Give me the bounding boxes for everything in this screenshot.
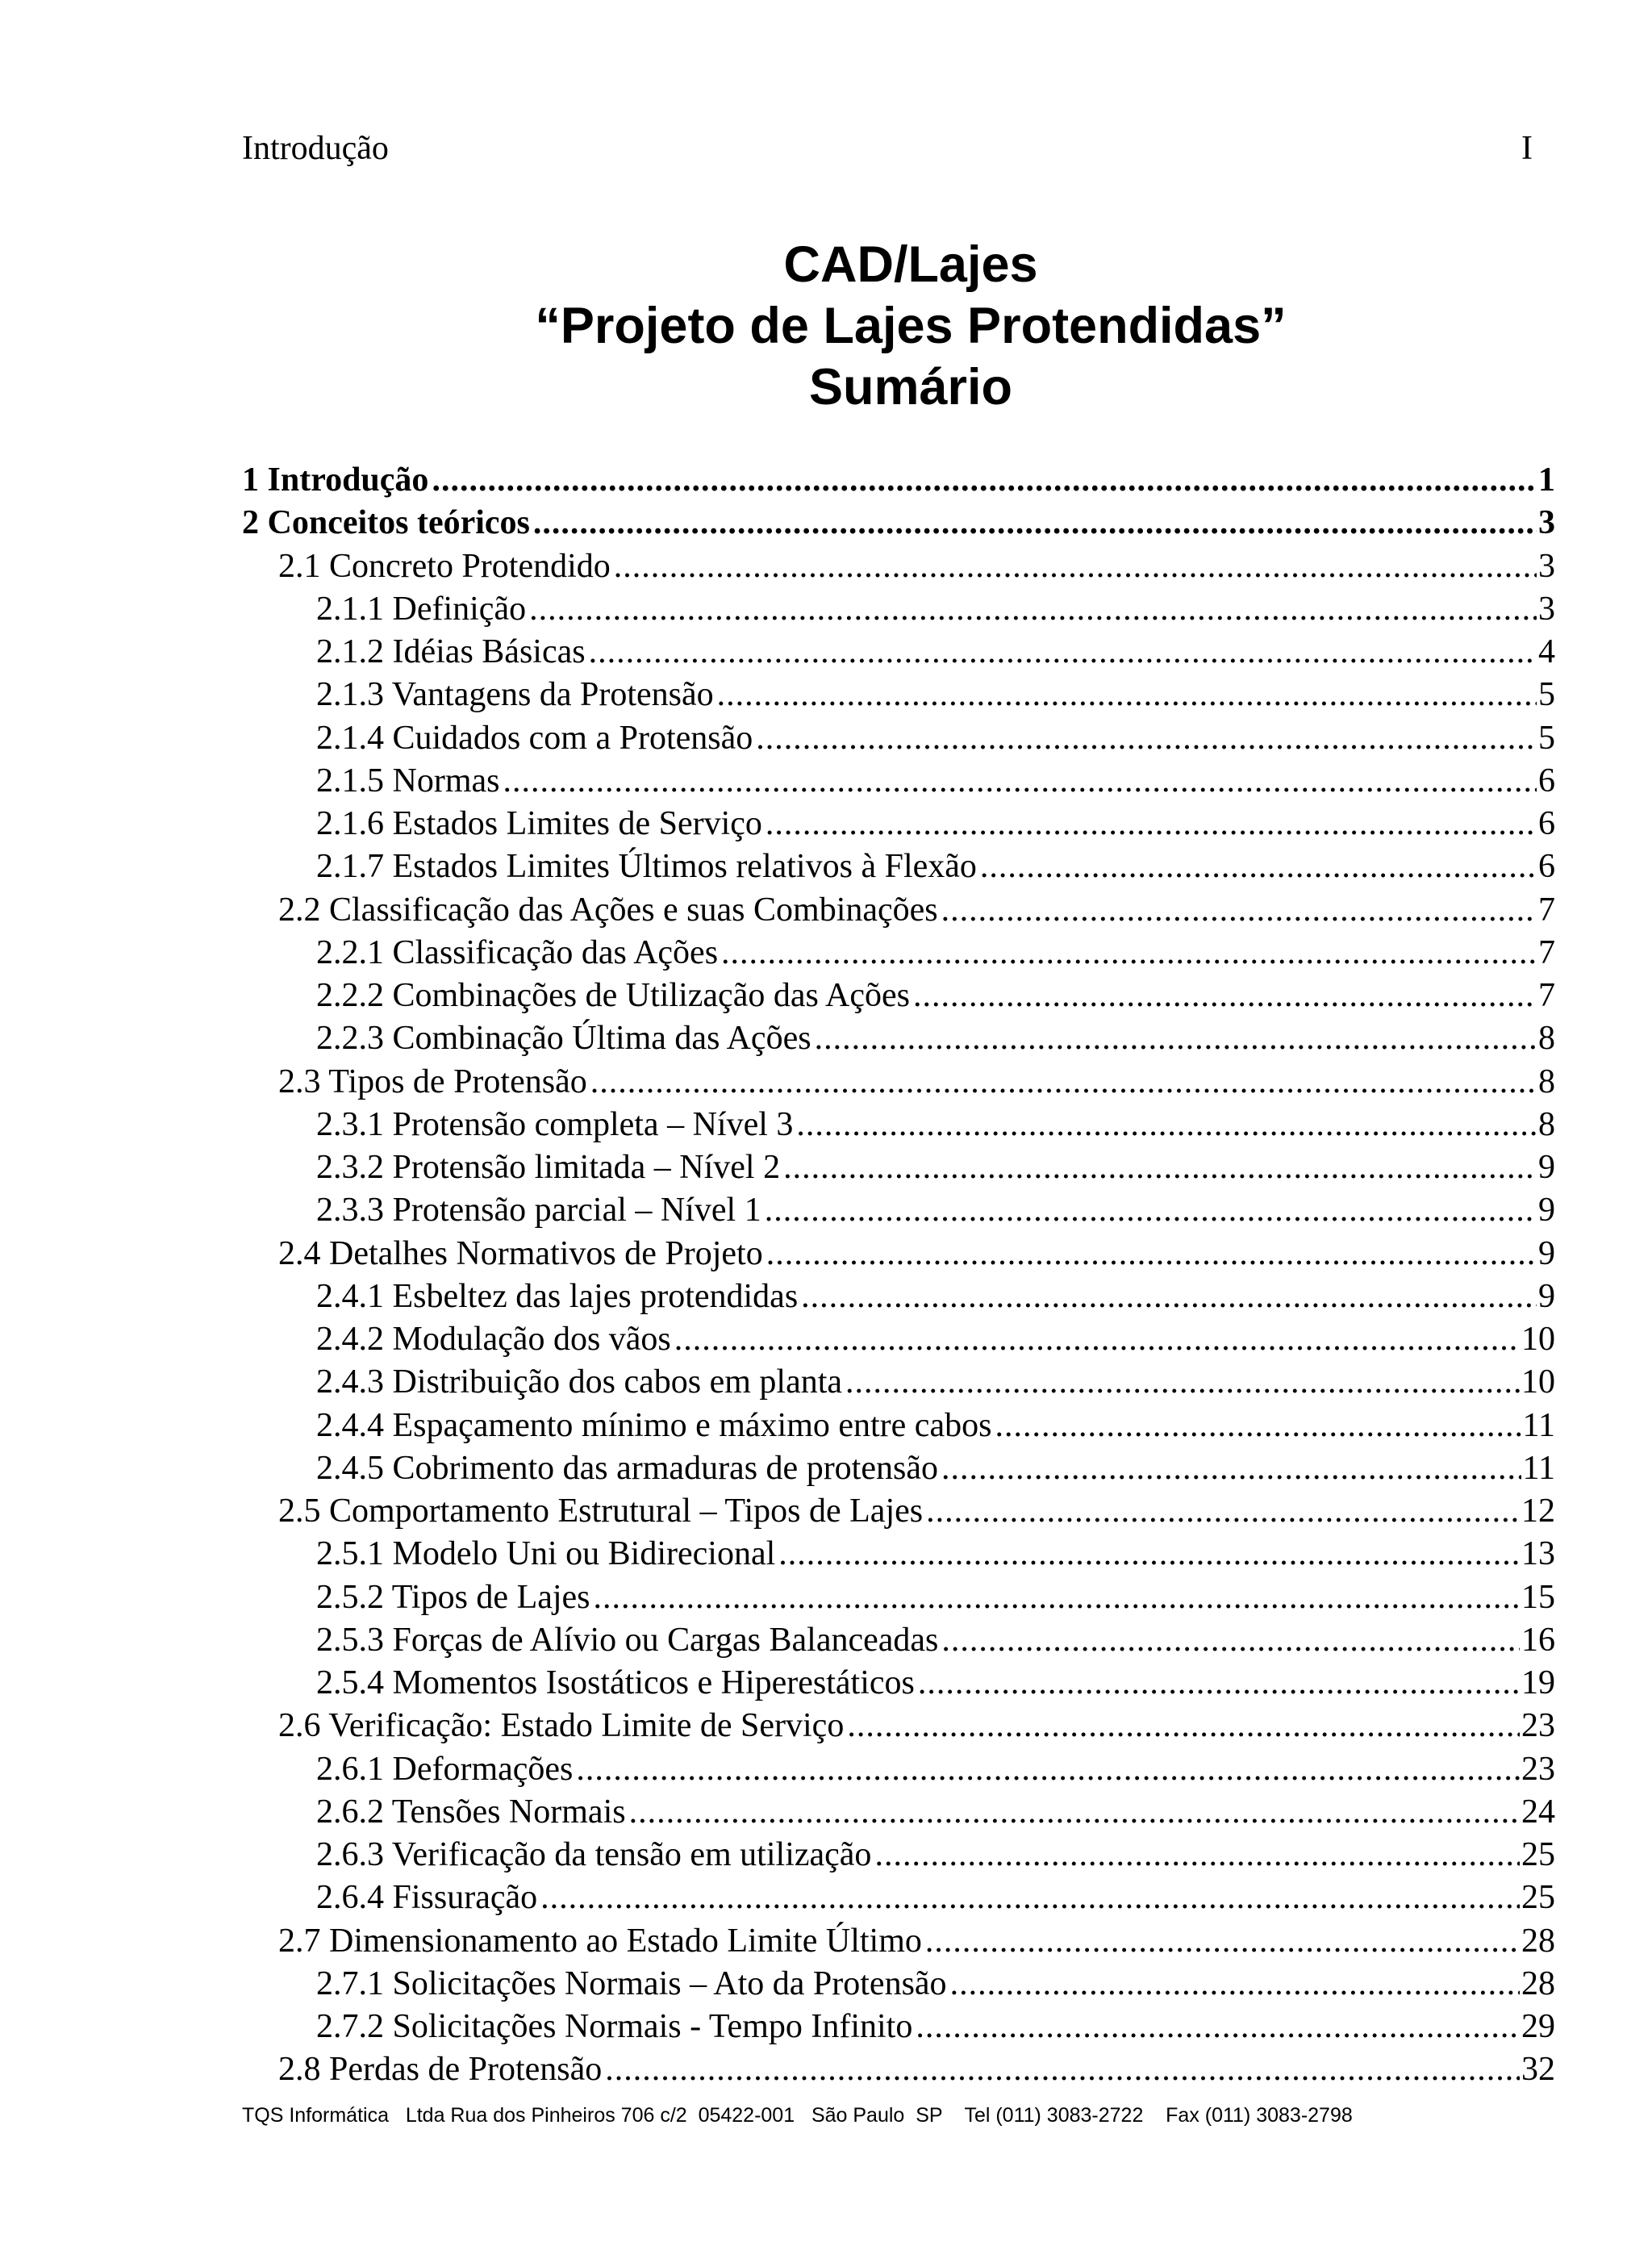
toc-entry-page: 3 bbox=[1538, 590, 1555, 628]
toc-entry-page: 4 bbox=[1538, 633, 1555, 670]
page-footer: TQS Informática Ltda Rua dos Pinheiros 706 c/2 05422-001 São Paulo SP Tel (011) 3083-2722 Fax (011) 3083-2798 bbox=[242, 2104, 1353, 2127]
toc-entry[interactable] bbox=[242, 1706, 1555, 1749]
toc-entry-label: 2.1.4 Cuidados com a Protensão bbox=[316, 719, 753, 757]
toc-dot-leader bbox=[778, 1534, 1520, 1573]
toc-entry-label: 2.4.3 Distribuição dos cabos em planta bbox=[316, 1363, 843, 1401]
header-section-title: Introdução bbox=[242, 130, 389, 167]
toc-entry[interactable] bbox=[242, 461, 1555, 503]
toc-entry[interactable] bbox=[242, 719, 1555, 762]
toc-entry-label: 2.5.4 Momentos Isostáticos e Hiperestáticos bbox=[316, 1664, 915, 1701]
toc-entry-page: 8 bbox=[1538, 1063, 1555, 1100]
toc-entry[interactable] bbox=[242, 590, 1555, 633]
toc-entry[interactable] bbox=[242, 976, 1555, 1019]
header-page-number: I bbox=[1521, 130, 1533, 167]
toc-entry-label: 2.6.1 Deformações bbox=[316, 1750, 574, 1788]
title-line-2: “Projeto de Lajes Protendidas” bbox=[535, 298, 1287, 354]
toc-entry-label: 2.2.3 Combinação Última das Ações bbox=[316, 1020, 811, 1058]
toc-entry[interactable] bbox=[242, 847, 1555, 890]
toc-dot-leader bbox=[941, 1621, 1520, 1660]
title-line-1: CAD/Lajes bbox=[783, 236, 1038, 293]
toc-entry-page: 12 bbox=[1521, 1493, 1555, 1530]
toc-entry-page: 7 bbox=[1538, 933, 1555, 971]
toc-entry[interactable] bbox=[242, 1578, 1555, 1621]
toc-entry-label: 2.6.4 Fissuração bbox=[316, 1879, 538, 1917]
toc-dot-leader bbox=[717, 675, 1537, 714]
toc-entry-page: 6 bbox=[1538, 805, 1555, 842]
toc-entry[interactable] bbox=[242, 1534, 1555, 1577]
toc-entry[interactable] bbox=[242, 1234, 1555, 1277]
toc-dot-leader bbox=[950, 1964, 1520, 2003]
toc-entry-page: 9 bbox=[1538, 1234, 1555, 1272]
toc-dot-leader bbox=[533, 503, 1537, 542]
toc-dot-leader bbox=[590, 1063, 1537, 1101]
toc-entry-label: 2.3.2 Protensão limitada – Nível 2 bbox=[316, 1149, 781, 1186]
toc-entry-page: 24 bbox=[1521, 1793, 1555, 1831]
toc-entry[interactable] bbox=[242, 1835, 1555, 1878]
toc-dot-leader bbox=[765, 1191, 1537, 1230]
toc-entry-page: 10 bbox=[1521, 1321, 1555, 1358]
toc-entry[interactable] bbox=[242, 547, 1555, 590]
toc-dot-leader bbox=[783, 1148, 1537, 1187]
toc-entry[interactable] bbox=[242, 1793, 1555, 1835]
toc-entry[interactable] bbox=[242, 2050, 1555, 2093]
toc-entry-label: 2.1 Concreto Protendido bbox=[278, 547, 611, 585]
toc-entry-page: 3 bbox=[1538, 547, 1555, 585]
toc-entry-label: 1 Introdução bbox=[242, 461, 429, 499]
toc-entry[interactable] bbox=[242, 891, 1555, 933]
title-line-3: Sumário bbox=[808, 359, 1013, 415]
toc-entry-page: 6 bbox=[1538, 848, 1555, 886]
toc-entry-label: 2.5.2 Tipos de Lajes bbox=[316, 1578, 590, 1616]
toc-entry[interactable] bbox=[242, 762, 1555, 804]
toc-dot-leader bbox=[796, 1105, 1537, 1144]
toc-entry[interactable] bbox=[242, 1406, 1555, 1449]
toc-entry[interactable] bbox=[242, 804, 1555, 847]
table-of-contents bbox=[242, 461, 1555, 2094]
toc-dot-leader bbox=[918, 1664, 1520, 1702]
toc-entry-label: 2.2.1 Classificação das Ações bbox=[316, 933, 719, 971]
toc-entry[interactable] bbox=[242, 1664, 1555, 1706]
toc-entry[interactable] bbox=[242, 1320, 1555, 1363]
toc-dot-leader bbox=[432, 461, 1537, 499]
toc-entry-page: 9 bbox=[1538, 1149, 1555, 1186]
toc-entry-label: 2 Conceitos teóricos bbox=[242, 504, 530, 542]
toc-entry[interactable] bbox=[242, 1922, 1555, 1964]
toc-dot-leader bbox=[845, 1363, 1520, 1401]
toc-entry-page: 11 bbox=[1522, 1449, 1555, 1487]
toc-dot-leader bbox=[926, 1492, 1520, 1530]
toc-entry[interactable] bbox=[242, 1449, 1555, 1492]
toc-entry-label: 2.4.1 Esbeltez das lajes protendidas bbox=[316, 1277, 799, 1315]
toc-dot-leader bbox=[815, 1019, 1537, 1058]
toc-entry-label: 2.8 Perdas de Protensão bbox=[278, 2051, 603, 2089]
toc-entry-label: 2.1.2 Idéias Básicas bbox=[316, 633, 586, 670]
running-header bbox=[242, 129, 1533, 168]
toc-entry-page: 7 bbox=[1538, 977, 1555, 1014]
toc-dot-leader bbox=[766, 1234, 1537, 1273]
toc-entry[interactable] bbox=[242, 1277, 1555, 1320]
toc-entry-page: 19 bbox=[1521, 1664, 1555, 1701]
toc-entry-label: 2.6.3 Verificação da tensão em utilização bbox=[316, 1836, 872, 1873]
toc-entry-page: 1 bbox=[1538, 461, 1555, 499]
toc-entry-label: 2.1.3 Vantagens da Protensão bbox=[316, 676, 714, 714]
toc-dot-leader bbox=[766, 804, 1537, 843]
toc-dot-leader bbox=[916, 2007, 1520, 2046]
toc-entry-page: 16 bbox=[1521, 1621, 1555, 1659]
toc-entry-label: 2.1.6 Estados Limites de Serviço bbox=[316, 805, 762, 842]
toc-entry-label: 2.4.5 Cobrimento das armaduras de protensão bbox=[316, 1449, 938, 1487]
toc-entry[interactable] bbox=[242, 675, 1555, 718]
toc-dot-leader bbox=[674, 1320, 1520, 1359]
toc-dot-leader bbox=[980, 847, 1537, 886]
toc-entry[interactable] bbox=[242, 1191, 1555, 1234]
toc-entry-label: 2.1.7 Estados Limites Últimos relativos à Flexão bbox=[316, 848, 977, 886]
toc-entry[interactable] bbox=[242, 1621, 1555, 1664]
toc-dot-leader bbox=[721, 933, 1537, 972]
toc-entry[interactable] bbox=[242, 1105, 1555, 1148]
toc-entry-page: 11 bbox=[1522, 1406, 1555, 1444]
toc-dot-leader bbox=[941, 1449, 1521, 1488]
toc-entry-page: 3 bbox=[1538, 504, 1555, 542]
toc-entry[interactable] bbox=[242, 1878, 1555, 1921]
toc-entry-label: 2.7 Dimensionamento ao Estado Limite Último bbox=[278, 1922, 922, 1960]
toc-entry[interactable] bbox=[242, 933, 1555, 976]
toc-dot-leader bbox=[605, 2050, 1520, 2089]
toc-dot-leader bbox=[756, 719, 1537, 758]
toc-entry-label: 2.6 Verificação: Estado Limite de Serviço bbox=[278, 1707, 845, 1745]
toc-entry-label: 2.6.2 Tensões Normais bbox=[316, 1793, 626, 1831]
toc-entry[interactable] bbox=[242, 1964, 1555, 2007]
toc-dot-leader bbox=[941, 891, 1537, 929]
toc-entry[interactable] bbox=[242, 503, 1555, 546]
toc-entry-page: 15 bbox=[1521, 1578, 1555, 1616]
toc-entry-page: 5 bbox=[1538, 719, 1555, 757]
toc-entry-label: 2.1.5 Normas bbox=[316, 762, 500, 800]
toc-entry-page: 10 bbox=[1521, 1363, 1555, 1401]
toc-entry[interactable] bbox=[242, 1019, 1555, 1062]
toc-entry-label: 2.3.1 Protensão completa – Nível 3 bbox=[316, 1105, 794, 1143]
toc-entry-page: 9 bbox=[1538, 1192, 1555, 1230]
toc-dot-leader bbox=[576, 1750, 1520, 1789]
toc-entry-label: 2.5.3 Forças de Alívio ou Cargas Balanceadas bbox=[316, 1621, 939, 1659]
toc-entry-page: 28 bbox=[1521, 1964, 1555, 2002]
toc-dot-leader bbox=[629, 1793, 1520, 1831]
toc-entry-label: 2.3.3 Protensão parcial – Nível 1 bbox=[316, 1192, 761, 1230]
toc-entry-page: 32 bbox=[1521, 2051, 1555, 2089]
toc-entry-label: 2.4 Detalhes Normativos de Projeto bbox=[278, 1234, 763, 1272]
toc-entry-page: 7 bbox=[1538, 891, 1555, 929]
toc-entry-label: 2.7.1 Solicitações Normais – Ato da Protensão bbox=[316, 1964, 947, 2002]
toc-entry[interactable] bbox=[242, 1363, 1555, 1405]
toc-dot-leader bbox=[594, 1578, 1520, 1617]
toc-entry-page: 23 bbox=[1521, 1707, 1555, 1745]
toc-entry-label: 2.2.2 Combinações de Utilização das Ações bbox=[316, 977, 910, 1014]
toc-entry-page: 6 bbox=[1538, 762, 1555, 800]
toc-entry-label: 2.2 Classificação das Ações e suas Combinações bbox=[278, 891, 938, 929]
toc-entry[interactable] bbox=[242, 633, 1555, 675]
toc-entry[interactable] bbox=[242, 1063, 1555, 1105]
toc-entry-page: 23 bbox=[1521, 1750, 1555, 1788]
toc-dot-leader bbox=[529, 590, 1537, 628]
toc-dot-leader bbox=[913, 976, 1537, 1015]
toc-dot-leader bbox=[614, 547, 1537, 586]
toc-entry-page: 28 bbox=[1521, 1922, 1555, 1960]
toc-dot-leader bbox=[801, 1277, 1537, 1316]
toc-entry[interactable] bbox=[242, 1750, 1555, 1793]
toc-entry-page: 8 bbox=[1538, 1020, 1555, 1058]
toc-entry-page: 29 bbox=[1521, 2008, 1555, 2045]
toc-dot-leader bbox=[540, 1878, 1520, 1917]
toc-entry-page: 9 bbox=[1538, 1277, 1555, 1315]
toc-entry-label: 2.3 Tipos de Protensão bbox=[278, 1063, 587, 1100]
toc-entry-page: 13 bbox=[1521, 1535, 1555, 1573]
toc-entry-page: 5 bbox=[1538, 676, 1555, 714]
toc-dot-leader bbox=[874, 1835, 1520, 1874]
toc-entry-page: 25 bbox=[1521, 1836, 1555, 1873]
toc-dot-leader bbox=[925, 1922, 1520, 1960]
toc-entry-label: 2.5 Comportamento Estrutural – Tipos de Lajes bbox=[278, 1493, 924, 1530]
toc-entry-label: 2.5.1 Modelo Uni ou Bidirecional bbox=[316, 1535, 776, 1573]
document-title bbox=[0, 234, 1652, 418]
toc-entry[interactable] bbox=[242, 1148, 1555, 1191]
toc-dot-leader bbox=[847, 1706, 1520, 1745]
toc-entry-label: 2.4.2 Modulação dos vãos bbox=[316, 1321, 671, 1358]
toc-entry-page: 8 bbox=[1538, 1105, 1555, 1143]
toc-dot-leader bbox=[589, 633, 1537, 671]
toc-dot-leader bbox=[995, 1406, 1521, 1445]
toc-entry-page: 25 bbox=[1521, 1879, 1555, 1917]
toc-entry-label: 2.1.1 Definição bbox=[316, 590, 527, 628]
toc-entry-label: 2.4.4 Espaçamento mínimo e máximo entre cabos bbox=[316, 1406, 992, 1444]
toc-entry[interactable] bbox=[242, 2007, 1555, 2050]
toc-dot-leader bbox=[503, 762, 1537, 800]
toc-entry[interactable] bbox=[242, 1492, 1555, 1534]
toc-entry-label: 2.7.2 Solicitações Normais - Tempo Infinito bbox=[316, 2008, 913, 2045]
